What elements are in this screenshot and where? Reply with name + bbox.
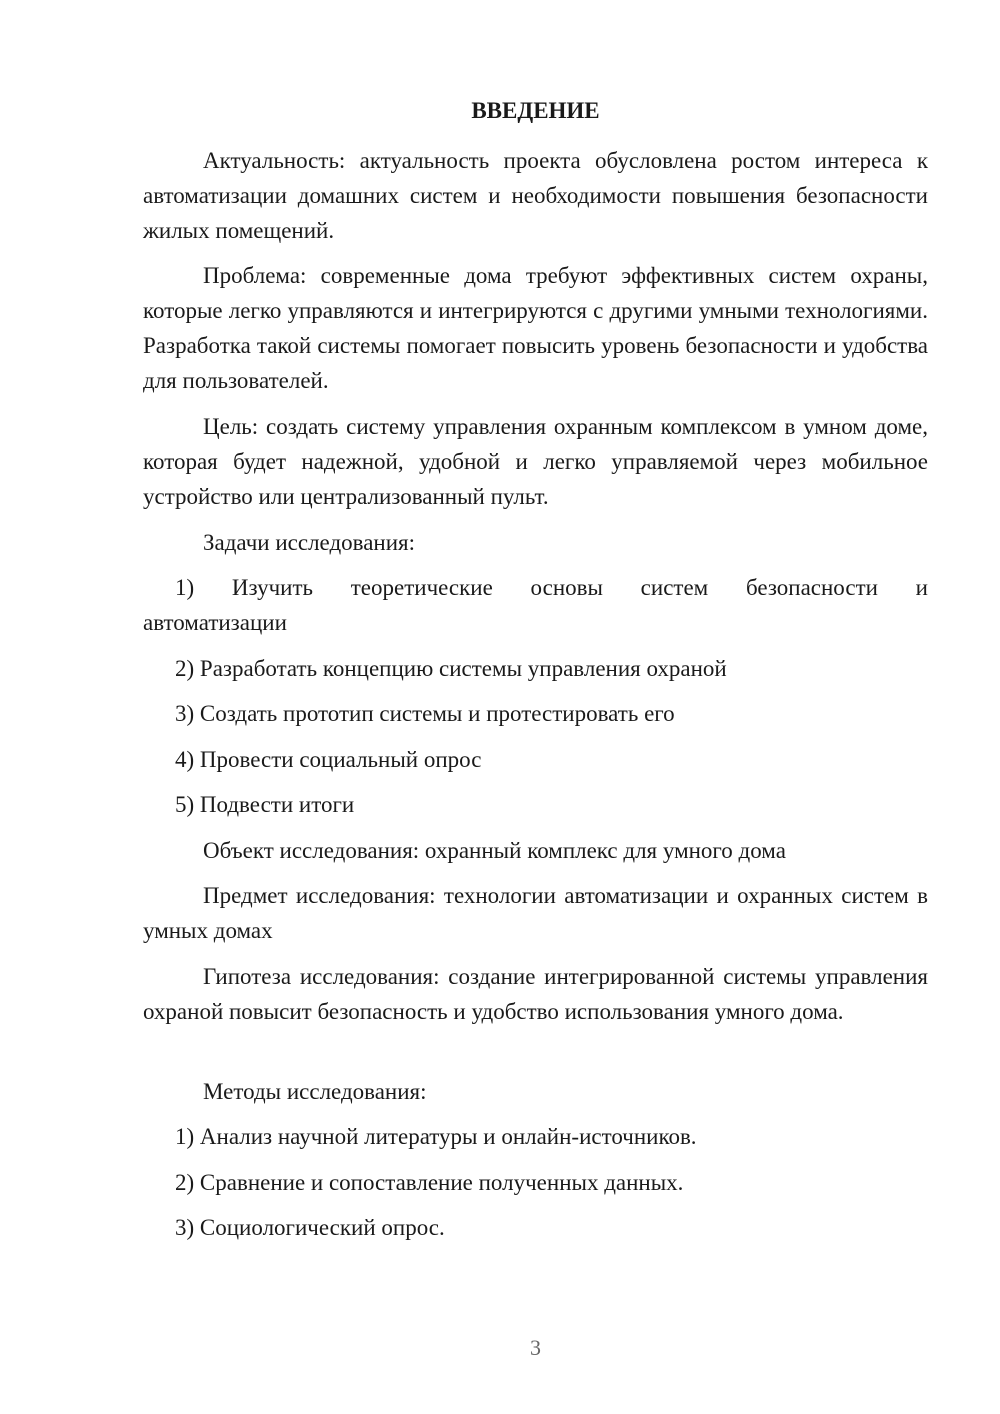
task-item-1-word: 1) <box>175 575 195 600</box>
task-item-3: 3) Создать прототип системы и протестировать его <box>175 701 675 726</box>
task-item-2: 2) Разработать концепцию системы управления охраной <box>175 656 727 681</box>
task-item-5: 5) Подвести итоги <box>175 792 355 817</box>
task-item-1-word: основы <box>530 575 603 600</box>
task-item-1 <box>143 570 928 640</box>
task-item-1-first-line <box>143 570 928 605</box>
method-item-1: 1) Анализ научной литературы и онлайн-источников. <box>175 1124 697 1149</box>
subject-paragraph: Предмет исследования: технологии автоматизации и охранных систем в умных домах <box>143 883 928 943</box>
task-item-4: 4) Провести социальный опрос <box>175 747 482 772</box>
task-item-1-word: систем <box>640 575 709 600</box>
task-item-1-word: Изучить <box>231 575 314 600</box>
object-paragraph: Объект исследования: охранный комплекс для умного дома <box>203 838 786 863</box>
page-title: ВВЕДЕНИЕ <box>471 98 600 123</box>
tasks-title: Задачи исследования: <box>203 530 416 555</box>
page-number: 3 <box>530 1335 541 1360</box>
method-item-3: 3) Социологический опрос. <box>175 1215 445 1240</box>
method-item-2: 2) Сравнение и сопоставление полученных данных. <box>175 1170 684 1195</box>
goal-paragraph: Цель: создать систему управления охранным комплексом в умном доме, которая будет надежной, удобной и легко управляемой через мобильное устройство или централизованный пульт. <box>143 414 928 509</box>
document-page <box>143 0 928 1414</box>
task-item-1-second-line: автоматизации <box>143 610 287 635</box>
methods-title: Методы исследования: <box>203 1079 427 1104</box>
hypothesis-paragraph: Гипотеза исследования: создание интегрированной системы управления охраной повысит безопасность и удобство использования умного дома. <box>143 964 928 1024</box>
task-item-1-word: теоретические <box>350 575 493 600</box>
relevance-paragraph: Актуальность: актуальность проекта обусловлена ростом интереса к автоматизации домашних систем и необходимости повышения безопасности жилых помещений. <box>143 148 928 243</box>
task-item-1-word: безопасности <box>745 575 878 600</box>
task-item-1-word: и <box>915 575 928 600</box>
problem-paragraph: Проблема: современные дома требуют эффективных систем охраны, которые легко управляются и интегрируются с другими умными технологиями. Разработка такой системы помогает повысить уровень безопасности и удобства для пользователей. <box>143 263 928 393</box>
